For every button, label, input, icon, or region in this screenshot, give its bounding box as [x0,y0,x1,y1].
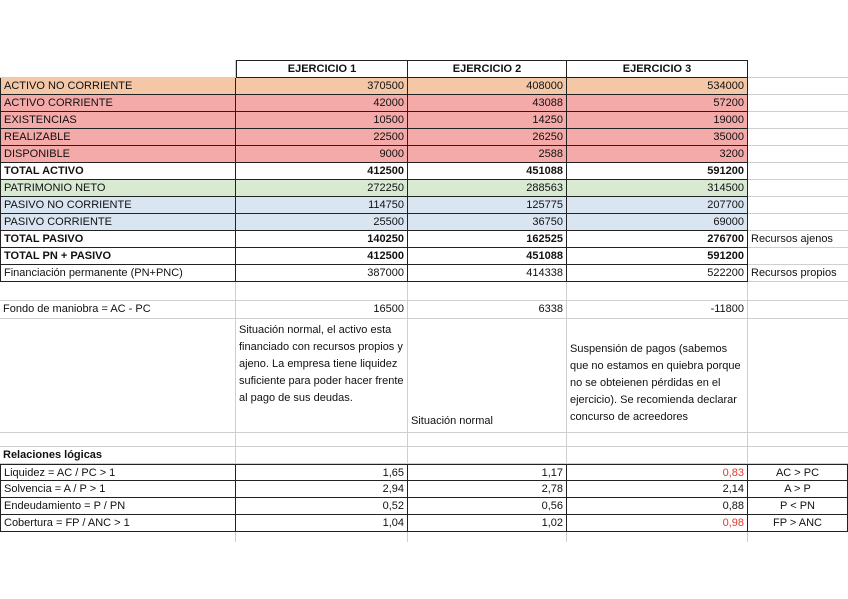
row-note[interactable] [748,146,848,163]
value-ej2[interactable]: 451088 [408,248,567,265]
row-solvencia [0,481,848,498]
row-note[interactable] [748,163,848,180]
blank-row [0,282,848,301]
value-ej3[interactable]: -11800 [567,301,748,319]
row-label[interactable]: REALIZABLE [0,129,236,146]
row-activo-corriente [0,95,848,112]
row-label[interactable]: ACTIVO CORRIENTE [0,95,236,112]
row-rule[interactable]: P < PN [748,498,848,515]
row-rule[interactable]: FP > ANC [748,515,848,532]
row-label[interactable]: ACTIVO NO CORRIENTE [0,78,236,95]
row-note[interactable] [748,78,848,95]
row-total-pasivo [0,231,848,248]
section-title[interactable]: Relaciones lógicas [0,447,236,464]
empty-cell[interactable] [567,282,748,301]
value-ej1[interactable]: 1,65 [236,464,408,481]
empty-cell[interactable] [567,433,748,447]
row-cobertura [0,515,848,532]
row-activo-no-corriente [0,78,848,95]
row-pasivo-no-corriente [0,197,848,214]
empty-cell[interactable] [748,301,848,319]
value-ej3[interactable]: 207700 [567,197,748,214]
header-ejercicio-1[interactable]: EJERCICIO 1 [236,60,408,78]
value-ej2[interactable]: 6338 [408,301,567,319]
value-ej1[interactable]: 114750 [236,197,408,214]
empty-cell[interactable] [0,282,236,301]
row-note[interactable] [748,129,848,146]
row-realizable [0,129,848,146]
value-ej1[interactable]: 10500 [236,112,408,129]
empty-cell[interactable] [0,433,236,447]
row-note[interactable] [748,180,848,197]
value-ej1[interactable]: 42000 [236,95,408,112]
empty-cell[interactable] [408,532,567,542]
comment-ej1[interactable]: Situación normal, el activo esta financiado con recursos propios y ajeno. La empresa tiene liquidez suficiente para poder hacer frente al pago de sus deudas. [236,319,408,433]
row-label[interactable]: TOTAL PASIVO [0,231,236,248]
value-ej1[interactable]: 16500 [236,301,408,319]
value-ej3[interactable]: 276700 [567,231,748,248]
row-relaciones-title [0,447,848,464]
empty-cell[interactable] [236,282,408,301]
row-note[interactable] [748,214,848,231]
value-ej1[interactable]: 0,52 [236,498,408,515]
value-ej1[interactable]: 9000 [236,146,408,163]
empty-cell[interactable] [567,532,748,542]
row-financiacion-permanente [0,265,848,282]
value-ej2[interactable]: 414338 [408,265,567,282]
empty-cell[interactable] [408,282,567,301]
value-ej3[interactable]: 522200 [567,265,748,282]
empty-cell[interactable] [567,447,748,464]
row-note[interactable] [748,197,848,214]
value-ej3[interactable]: 3200 [567,146,748,163]
row-label[interactable]: Financiación permanente (PN+PNC) [0,265,236,282]
value-ej1[interactable]: 1,04 [236,515,408,532]
header-ejercicio-2[interactable]: EJERCICIO 2 [408,60,567,78]
comment-ej3[interactable]: Suspensión de pagos (sabemos que no estamos en quiebra porque no se obteienen pérdidas en el ejercicio). Se recomienda declarar concurso de acreedores [567,319,748,433]
value-ej3[interactable]: 314500 [567,180,748,197]
row-rule[interactable]: A > P [748,481,848,498]
value-ej2[interactable]: 1,02 [408,515,567,532]
empty-cell[interactable] [408,447,567,464]
value-ej1[interactable]: 2,94 [236,481,408,498]
empty-cell[interactable] [748,447,848,464]
header-row [0,60,848,78]
empty-cell[interactable] [748,433,848,447]
row-rule[interactable]: AC > PC [748,464,848,481]
empty-cell[interactable] [748,319,848,433]
row-pasivo-corriente [0,214,848,231]
value-ej3[interactable]: 0,88 [567,498,748,515]
row-liquidez [0,464,848,481]
value-ej2[interactable]: 26250 [408,129,567,146]
row-note[interactable] [748,112,848,129]
value-ej1[interactable]: 412500 [236,163,408,180]
empty-cell[interactable] [0,532,236,542]
value-ej2[interactable]: 408000 [408,78,567,95]
row-existencias [0,112,848,129]
header-note-cell[interactable] [748,60,848,78]
row-label[interactable]: PASIVO CORRIENTE [0,214,236,231]
value-ej2[interactable]: 451088 [408,163,567,180]
row-note[interactable] [748,95,848,112]
row-label[interactable]: Cobertura = FP / ANC > 1 [0,515,236,532]
row-label[interactable]: PASIVO NO CORRIENTE [0,197,236,214]
empty-cell[interactable] [408,433,567,447]
blank-row [0,532,848,542]
value-ej1[interactable]: 387000 [236,265,408,282]
value-ej2[interactable]: 2588 [408,146,567,163]
row-label[interactable]: Fondo de maniobra = AC - PC [0,301,236,319]
row-label[interactable]: Endeudamiento = P / PN [0,498,236,515]
row-patrimonio-neto [0,180,848,197]
value-ej1[interactable]: 370500 [236,78,408,95]
row-note[interactable] [748,248,848,265]
header-blank-cell[interactable] [0,60,236,78]
value-ej2[interactable]: 0,56 [408,498,567,515]
row-total-pn-pasivo [0,248,848,265]
row-total-activo [0,163,848,180]
value-ej3[interactable]: 69000 [567,214,748,231]
row-label[interactable]: Solvencia = A / P > 1 [0,481,236,498]
row-note-recursos-ajenos[interactable]: Recursos ajenos [748,231,848,248]
comment-ej2-text: Situación normal [411,415,493,427]
value-ej3[interactable]: 591200 [567,248,748,265]
value-ej2[interactable]: 43088 [408,95,567,112]
row-disponible [0,146,848,163]
value-ej3[interactable]: 35000 [567,129,748,146]
empty-cell[interactable] [236,447,408,464]
header-ejercicio-3[interactable]: EJERCICIO 3 [567,60,748,78]
value-ej3[interactable]: 534000 [567,78,748,95]
value-ej1[interactable]: 140250 [236,231,408,248]
row-label[interactable]: TOTAL PN + PASIVO [0,248,236,265]
value-ej2[interactable]: 36750 [408,214,567,231]
value-ej2[interactable]: 288563 [408,180,567,197]
value-ej2[interactable]: 162525 [408,231,567,248]
empty-cell[interactable] [748,282,848,301]
value-ej3[interactable]: 57200 [567,95,748,112]
blank-row [0,433,848,447]
row-label[interactable]: DISPONIBLE [0,146,236,163]
value-ej2[interactable]: 1,17 [408,464,567,481]
empty-cell[interactable] [236,433,408,447]
value-ej3-warning[interactable]: 0,98 [567,515,748,532]
row-label[interactable]: EXISTENCIAS [0,112,236,129]
empty-cell[interactable] [0,319,236,433]
empty-cell[interactable] [236,532,408,542]
row-comments [0,319,848,433]
comment-ej2[interactable] [408,319,567,433]
row-label[interactable]: Liquidez = AC / PC > 1 [0,464,236,481]
row-fondo-de-maniobra [0,301,848,319]
value-ej3[interactable]: 591200 [567,163,748,180]
value-ej1[interactable]: 272250 [236,180,408,197]
value-ej2[interactable]: 125775 [408,197,567,214]
value-ej3[interactable]: 2,14 [567,481,748,498]
row-note-recursos-propios[interactable]: Recursos propios [748,265,848,282]
value-ej1[interactable]: 25500 [236,214,408,231]
value-ej3[interactable]: 19000 [567,112,748,129]
row-label[interactable]: TOTAL ACTIVO [0,163,236,180]
row-endeudamiento [0,498,848,515]
row-label[interactable]: PATRIMONIO NETO [0,180,236,197]
value-ej1[interactable]: 22500 [236,129,408,146]
value-ej2[interactable]: 14250 [408,112,567,129]
value-ej3-warning[interactable]: 0,83 [567,464,748,481]
value-ej1[interactable]: 412500 [236,248,408,265]
value-ej2[interactable]: 2,78 [408,481,567,498]
